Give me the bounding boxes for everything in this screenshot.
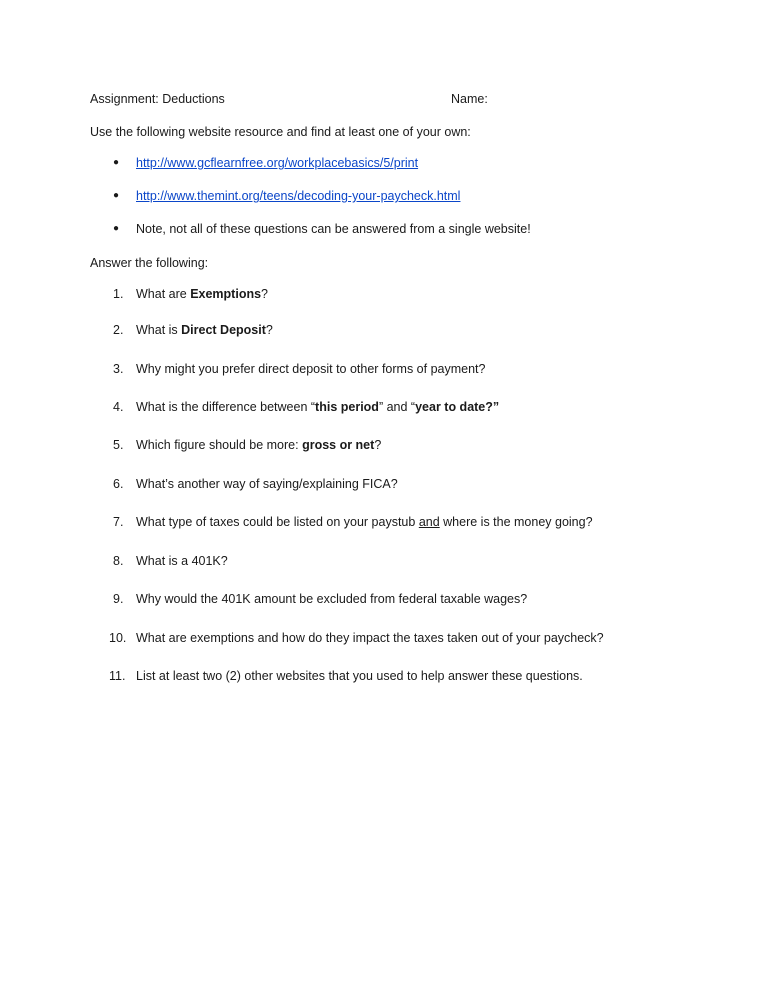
question-keyword: gross or net <box>302 438 375 452</box>
bullet-icon: ● <box>113 223 120 234</box>
question-keyword: Direct Deposit <box>181 323 266 337</box>
question-keyword: year to date?” <box>415 400 500 414</box>
resource-link-themint[interactable]: http://www.themint.org/teens/decoding-your-paycheck.html <box>136 189 461 203</box>
question-number: 9. <box>113 592 124 606</box>
question-1 <box>136 286 268 302</box>
question-4 <box>136 399 499 415</box>
intro-text: Use the following website resource and find at least one of your own: <box>90 125 471 139</box>
question-11: List at least two (2) other websites that you used to help answer these questions. <box>136 669 583 683</box>
question-number: 8. <box>113 554 124 568</box>
bullet-icon: ● <box>113 190 120 201</box>
resource-link-gcflearnfree[interactable]: http://www.gcflearnfree.org/workplacebasics/5/print <box>136 156 419 170</box>
question-9: Why would the 401K amount be excluded from federal taxable wages? <box>136 592 528 606</box>
question-text: where is the money going? <box>439 515 593 529</box>
question-number: 5. <box>113 438 124 452</box>
question-3: Why might you prefer direct deposit to other forms of payment? <box>136 362 486 376</box>
question-5 <box>136 437 381 453</box>
question-text: What type of taxes could be listed on your paystub <box>136 515 419 529</box>
question-number: 11. <box>109 669 126 683</box>
question-10: What are exemptions and how do they impact the taxes taken out of your paycheck? <box>136 631 604 645</box>
question-keyword: this period <box>315 400 379 414</box>
question-number: 1. <box>113 287 124 301</box>
question-number: 10. <box>109 631 127 645</box>
question-text: What is the difference between “ <box>136 400 316 414</box>
question-text: What is <box>136 323 182 337</box>
question-text: ” and “ <box>378 400 416 414</box>
question-2 <box>136 322 273 338</box>
question-emphasis: and <box>418 515 440 529</box>
question-text: ? <box>265 323 273 337</box>
resource-note: Note, not all of these questions can be answered from a single website! <box>136 222 531 236</box>
bullet-icon: ● <box>113 157 120 168</box>
question-text: ? <box>374 438 382 452</box>
answer-heading: Answer the following: <box>90 256 209 270</box>
question-number: 7. <box>113 515 124 529</box>
assignment-title: Assignment: Deductions <box>90 92 225 106</box>
name-label: Name: <box>451 92 488 106</box>
question-number: 6. <box>113 477 124 491</box>
question-number: 4. <box>113 400 124 414</box>
question-text: ? <box>261 287 268 301</box>
question-6: What’s another way of saying/explaining FICA? <box>136 477 398 491</box>
question-8: What is a 401K? <box>136 554 228 568</box>
question-text: What are <box>136 287 191 301</box>
question-7 <box>136 514 593 530</box>
question-number: 2. <box>113 323 124 337</box>
question-number: 3. <box>113 362 124 376</box>
question-text: Which figure should be more: <box>136 438 303 452</box>
question-keyword: Exemptions <box>190 287 262 301</box>
